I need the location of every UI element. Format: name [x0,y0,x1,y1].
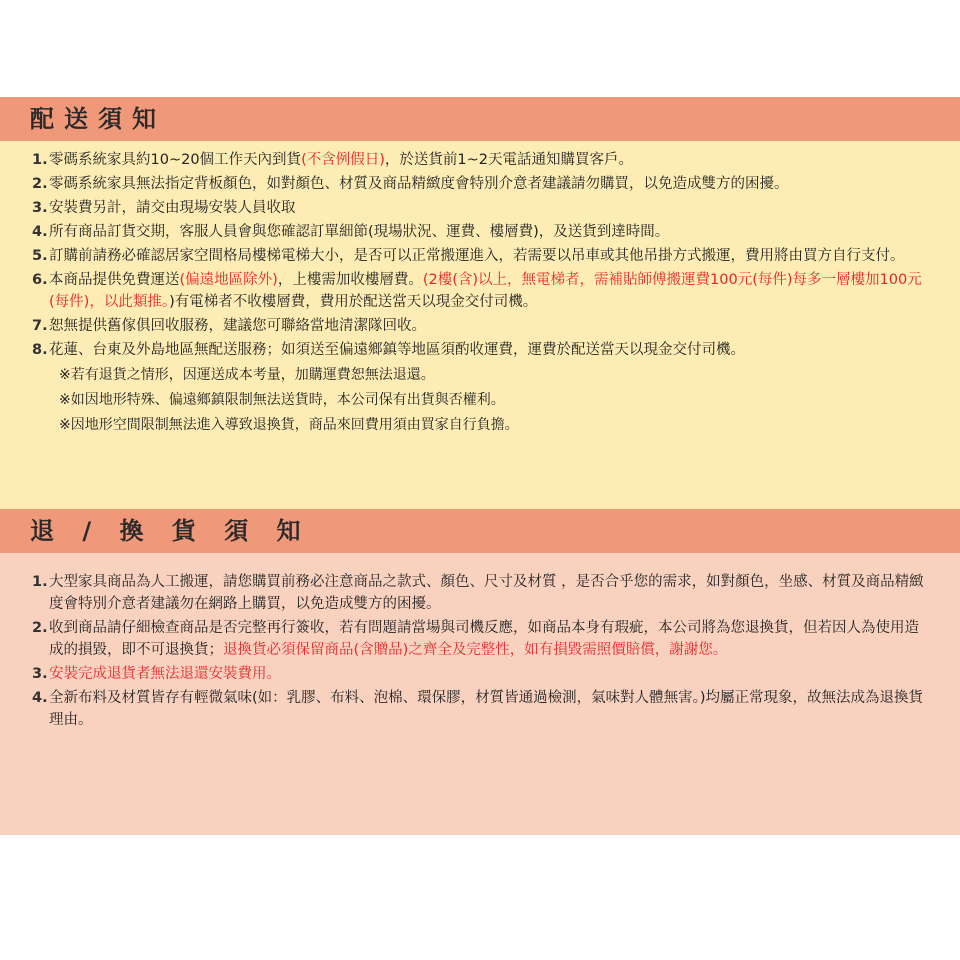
item-text-run: 大型家具商品為人工搬運，請您購買前務必注意商品之款式、顏色、尺寸及材質 ，是否合乎您的需求，如對顏色，坐感、材質及商品精緻度會特別介意者建議勿在網路上購買，以免造成雙方的困擾。 [49,574,924,612]
list-item [32,663,926,685]
item-text-run: 收到商品請仔細檢查商品是否完整再行簽收，若有問題請當場與司機反應，如商品本身有瑕疵，本公司將為您退換貨，但若因人為使用造成的損毀，即不可退換貨； [49,620,919,658]
item-number: 8. [32,342,48,358]
item-text [49,617,926,661]
item-text-run: 花蓮、台東及外島地區無配送服務；如須送至偏遠鄉鎮等地區須酌收運費，運費於配送當天以現金交付司機。 [49,342,745,358]
list-item [32,339,926,361]
item-text-run: 零碼系統家具約10~20個工作天內到貨 [49,152,302,168]
return-list [32,571,926,733]
item-text-run: 訂購前請務必確認居家空間格局樓梯電梯大小，是否可以正常搬運進入，若需要以吊車或其他吊掛方式搬運，費用將由買方自行支付。 [49,248,905,264]
item-number: 2. [32,620,48,636]
list-item [32,315,926,337]
item-number: 5. [32,248,48,264]
list-item [32,197,926,219]
return-title: 退 / 換 貨 須 知 [30,517,311,545]
list-item [32,149,926,171]
item-text [49,197,926,219]
list-item [32,221,926,243]
item-text [49,245,926,267]
item-text-run: )有電梯者不收樓層費，費用於配送當天以現金交付司機。 [169,294,538,310]
item-text [49,315,926,337]
delivery-section [0,97,960,509]
item-text [49,173,926,195]
item-text-run: 本商品提供免費運送 [49,272,180,288]
return-section [0,509,960,835]
item-number: 3. [32,666,48,682]
item-text [49,687,926,731]
list-item [32,617,926,661]
delivery-note: ※若有退貨之情形，因運送成本考量，加購運費恕無法退還。 [59,367,435,383]
item-text [49,269,926,313]
delivery-items [32,149,926,361]
item-number: 4. [32,690,48,706]
item-text [49,221,926,243]
highlight-text: (2樓(含)以上，無電梯者，需補貼師傅搬運費100元(每件)每多一層樓加100元(每件)，以此類推。 [49,272,922,310]
item-number: 2. [32,176,48,192]
item-text-run: ，於送貨前1~2天電話通知購買客戶。 [384,152,633,168]
delivery-list [32,149,926,440]
delivery-header [0,97,960,141]
return-header [0,509,960,553]
highlight-text: (偏遠地區除外) [179,272,278,288]
list-item [32,173,926,195]
item-text-run: 零碼系統家具無法指定背板顏色，如對顏色、材質及商品精緻度會特別介意者建議請勿購買，以免造成雙方的困擾。 [49,176,789,192]
item-text-run: 恕無提供舊傢俱回收服務，建議您可聯絡當地清潔隊回收。 [49,318,426,334]
list-item [32,571,926,615]
highlight-text: 退換貨必須保留商品(含贈品)之齊全及完整性，如有損毀需照價賠償，謝謝您。 [223,642,728,658]
item-text [49,663,926,685]
list-item [32,245,926,267]
item-number: 1. [32,574,48,590]
item-number: 3. [32,200,48,216]
item-text [49,571,926,615]
item-text-run: 全新布料及材質皆存有輕微氣味(如：乳膠、布料、泡棉、環保膠，材質皆通過檢測，氣味對人體無害。)均屬正常現象，故無法成為退換貨理由。 [49,690,924,728]
highlight-text: 安裝完成退貨者無法退還安裝費用。 [49,666,281,682]
item-text [49,339,926,361]
item-text [49,149,926,171]
item-text-run: ，上樓需加收樓層費。 [277,272,423,288]
delivery-note: ※因地形空間限制無法進入導致退換貨，商品來回費用須由買家自行負擔。 [59,417,519,433]
item-text-run: 安裝費另計，請交由現場安裝人員收取 [49,200,296,216]
return-items [32,571,926,731]
list-item [32,687,926,731]
highlight-text: (不含例假日) [301,152,385,168]
item-number: 1. [32,152,48,168]
item-number: 7. [32,318,48,334]
item-number: 4. [32,224,48,240]
item-text-run: 所有商品訂貨交期，客服人員會與您確認訂單細節(現場狀況、運費、樓層費)，及送貨到達時間。 [49,224,670,240]
delivery-note: ※如因地形特殊、偏遠鄉鎮限制無法送貨時，本公司保有出貨與否權利。 [59,392,505,408]
delivery-title: 配送須知 [30,105,166,133]
list-item [32,269,926,313]
item-number: 6. [32,272,48,288]
